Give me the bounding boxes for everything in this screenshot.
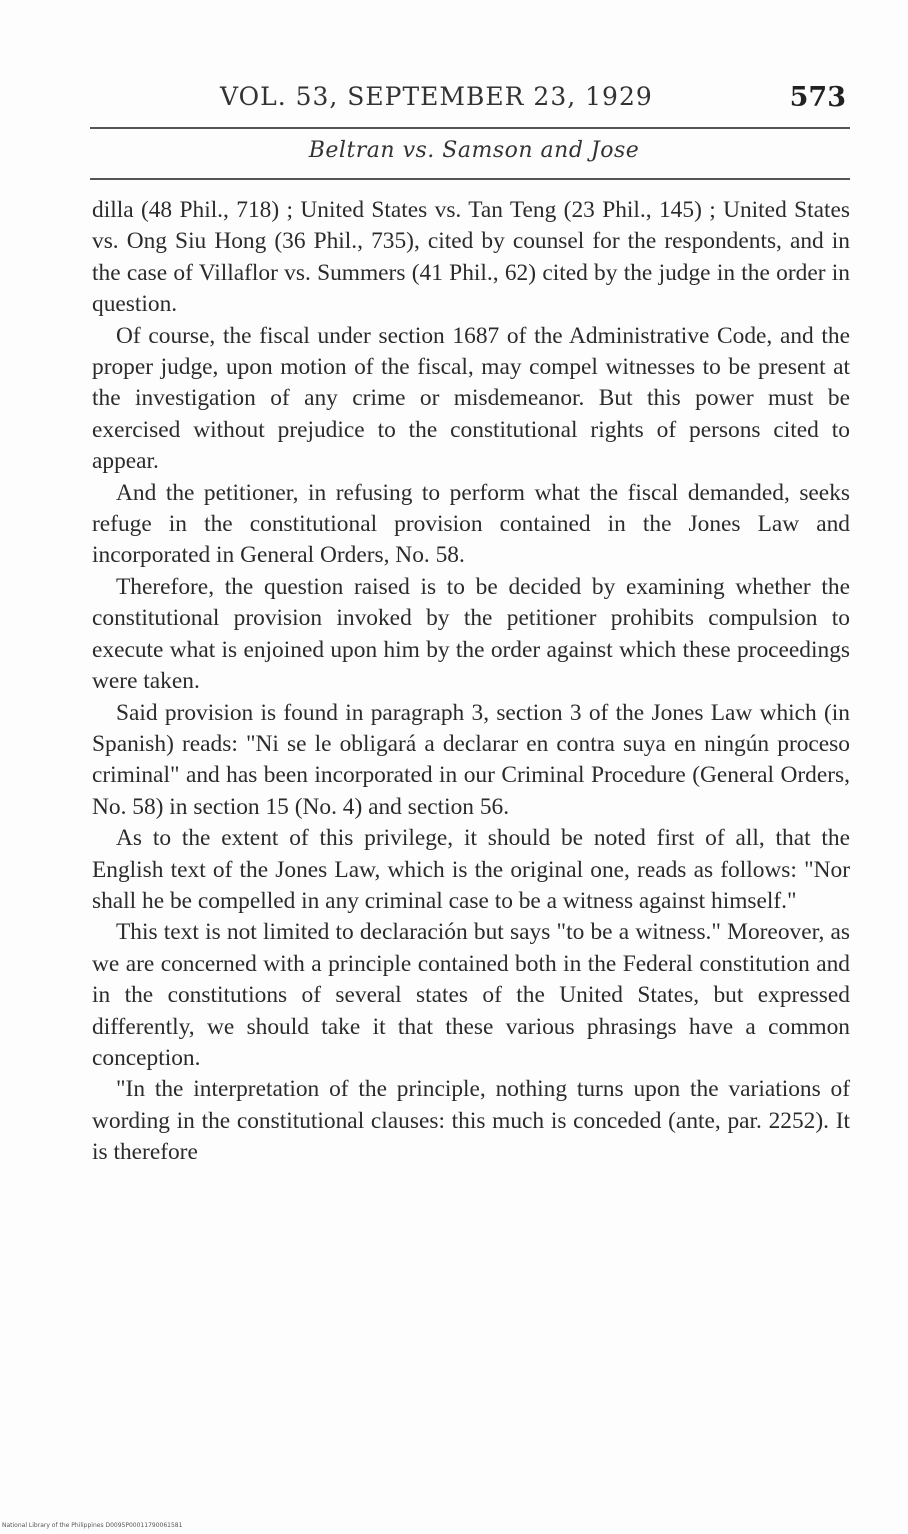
paragraph-3: And the petitioner, in refusing to perform what the fiscal demanded, seeks refuge in the constitutional provision contained in the Jones Law and incorporated in General Orders, No. 58. — [92, 479, 850, 569]
paragraph-7: This text is not limited to declaración but says "to be a witness." Moreover, as we are concerned with a principle contained both in the Federal constitution and in the constitutions of several states of the United States, but expressed differently, we should take it that these various phrasings have a common conception. — [92, 919, 850, 1071]
paragraph-1: dilla (48 Phil., 718) ; United States vs. Tan Teng (23 Phil., 145) ; United States vs. Ong Siu Hong (36 Phil., 735), cited by counsel for the respondents, and in the case of Villaflor vs. Summers (41 Phil., 62) cited by the judge in the order in question. — [92, 197, 850, 318]
header-rule-top — [90, 127, 850, 129]
paragraph-4: Therefore, the question raised is to be decided by examining whether the constitutional provision invoked by the petitioner prohibits compulsion to execute what is enjoined upon him by the order against which these proceedings were taken. — [92, 573, 850, 695]
page-number: 573 — [789, 82, 846, 113]
scan-credit: National Library of the Philippines D0095P00011790061581 — [2, 1522, 183, 1529]
paragraph-2: Of course, the fiscal under section 1687 of the Administrative Code, and the proper judge, upon motion of the fiscal, may compel witnesses to be present at the investigation of any crime or misdemeanor. But this power must be exercised without prejudice to the constitutional rights of persons cited to appear. — [92, 322, 850, 475]
body-text — [92, 195, 850, 1169]
case-title-text: Beltran vs. Samson and Jose — [308, 138, 640, 163]
paragraph-8: "In the interpretation of the principle, nothing turns upon the variations of wording in the constitutional clauses: this much is conceded (ante, par. 2252). It is therefore — [92, 1076, 850, 1166]
case-title — [0, 138, 908, 163]
paragraph-5: Said provision is found in paragraph 3, section 3 of the Jones Law which (in Spanish) reads: "Ni se le obligará a declarar en contra suya en ningún proceso criminal" and has been incorporated in our Criminal Procedure (General Orders, No. 58) in section 15 (No. 4) and section 56. — [92, 699, 850, 820]
paragraph-6: As to the extent of this privilege, it should be noted first of all, that the English text of the Jones Law, which is the original one, reads as follows: "Nor shall he be compelled in any criminal case to be a witness against himself." — [92, 825, 850, 914]
volume-date-line: VOL. 53, SEPTEMBER 23, 1929 — [220, 82, 653, 111]
running-head — [90, 82, 846, 122]
header-rule-bottom — [90, 178, 850, 180]
